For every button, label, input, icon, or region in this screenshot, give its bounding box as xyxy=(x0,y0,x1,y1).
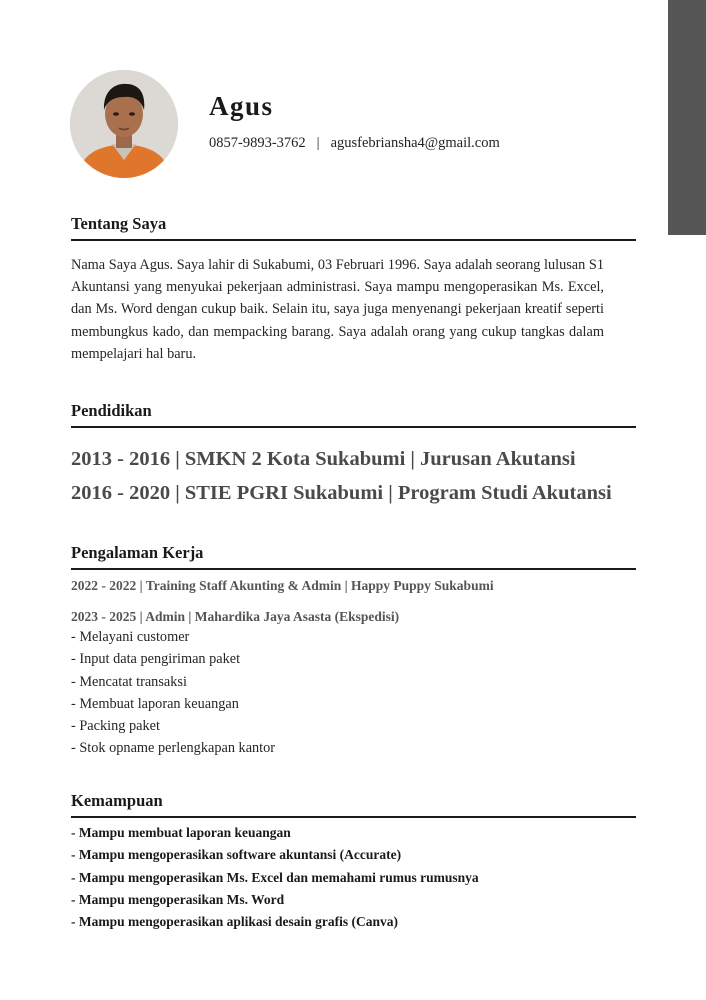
job-title: 2022 - 2022 | Training Staff Akunting & Admin | Happy Puppy Sukabumi xyxy=(71,578,494,593)
list-item: - Mampu membuat laporan keuangan xyxy=(71,825,291,840)
scrollbar-thumb[interactable] xyxy=(668,0,706,235)
about-paragraph: Nama Saya Agus. Saya lahir di Sukabumi, 03 Februari 1996. Saya adalah seorang lulusan S1 Akuntansi yang menyukai pekerjaan administrasi. Saya mampu mengoperasikan Ms. Excel, dan Ms. Word dengan cukup baik. Selain itu, saya juga menyenangi pekerjaan kreatif seperti membungkus kado, dan mempacking barang. Saya adalah orang yang cukup tangkas dalam mempelajari hal baru. xyxy=(71,257,604,362)
experience-heading: Pengalaman Kerja xyxy=(71,543,636,570)
about-heading: Tentang Saya xyxy=(71,214,636,241)
skills-section xyxy=(71,791,636,933)
list-item: - Stok opname perlengkapan kantor xyxy=(71,740,276,757)
phone-number: 0857-9893-3762 xyxy=(209,135,306,151)
list-item: - Membuat laporan keuangan xyxy=(71,695,239,712)
list-item: - Mampu mengoperasikan Ms. Excel dan memahami rumus rumusnya xyxy=(71,869,479,885)
list-item: - Mencatat transaksi xyxy=(71,673,187,690)
skill-list xyxy=(71,822,636,933)
email-address: agusfebriansha4@gmail.com xyxy=(330,135,500,151)
job-task-list xyxy=(71,626,636,760)
contact-separator: | xyxy=(316,135,320,151)
list-item: - Mampu mengoperasikan aplikasi desain grafis (Canva) xyxy=(71,914,399,930)
experience-section xyxy=(71,543,636,760)
list-item: - Input data pengiriman paket xyxy=(71,651,241,668)
contact-info xyxy=(209,135,500,152)
candidate-name: Agus xyxy=(209,91,274,121)
about-section xyxy=(71,214,636,365)
profile-photo xyxy=(70,70,178,178)
skills-heading: Kemampuan xyxy=(71,791,636,818)
education-entry: 2013 - 2016 | SMKN 2 Kota Sukabumi | Jurusan Akutansi xyxy=(71,448,576,470)
list-item: - Packing paket xyxy=(71,718,160,735)
list-item: - Mampu mengoperasikan Ms. Word xyxy=(71,891,285,907)
education-entry: 2016 - 2020 | STIE PGRI Sukabumi | Program Studi Akutansi xyxy=(71,482,612,504)
education-section xyxy=(71,401,636,510)
list-item: - Mampu mengoperasikan software akuntansi (Accurate) xyxy=(71,847,402,863)
job-title: 2023 - 2025 | Admin | Mahardika Jaya Asasta (Ekspedisi) xyxy=(71,609,400,624)
education-heading: Pendidikan xyxy=(71,401,636,428)
person-portrait-icon xyxy=(70,70,178,178)
list-item: - Melayani customer xyxy=(71,629,190,645)
